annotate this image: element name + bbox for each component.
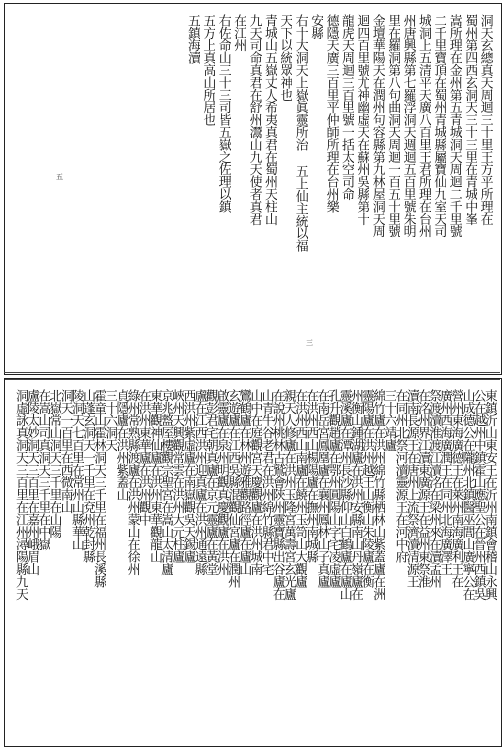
text-column: 德隱天廣三百里平仲師所理在台州樂 bbox=[323, 14, 339, 213]
text-column: 青城山五嶽丈人希夷真君在蜀州天柱山 bbox=[262, 14, 277, 225]
text-column: 孔升觀趙廬在鄂州圓陽山字宅凌虛廬 bbox=[325, 389, 341, 588]
text-column: 盧在江西洪州迎真廬在洪州通遠縣 bbox=[191, 389, 207, 576]
text-column: 靈溪廬在潭州長沙縣仰山白鶴廬在廬山 bbox=[336, 389, 352, 600]
upper-panel bbox=[4, 3, 502, 375]
text-column: 鸞鶴廬在林州遊雅觀路徑廬在廬山 bbox=[236, 389, 252, 576]
text-column: 迴四百里號尤神幽虛天在蘇州吳縣第十 bbox=[354, 14, 370, 225]
text-column: 山成德公在隴州北鎮醫巫閭山廣寧公在 bbox=[459, 389, 475, 600]
text-column: 在洪州西山南廬在饒州玉笥山大觀廬 bbox=[292, 389, 308, 588]
text-column: 觀彭君宅朝真廬在京元靈廬在黃堂 bbox=[202, 389, 218, 576]
text-column: 天下以統眾神也 bbox=[277, 14, 293, 101]
text-column: 金壇華陽天在潤州句容縣第九林屋洞天周 bbox=[369, 14, 385, 238]
text-column: 安縣 bbox=[308, 14, 324, 39]
text-column: 在嵩山司真洞天三千里在中嶽 bbox=[35, 389, 51, 551]
text-column: 龍虎天周迴三百里號一括太空司命 bbox=[339, 14, 354, 201]
text-column: 靈陽廬在洪州越王山衡山朱陵廬在衡 bbox=[359, 389, 375, 588]
folio-mark: 五 bbox=[56, 173, 63, 181]
text-column: 山中在庭觀宮天慶觀廬在洪州城南 bbox=[247, 389, 263, 576]
text-column: 在南岳宮鳳凰廬在襄州鳳林山子真廬 bbox=[314, 389, 330, 588]
text-column: 山蓬玄洞天一千里在兗州乾封縣 bbox=[79, 389, 95, 563]
text-column: 玄遊廬在江西吳縣混觀仙宮廬在潤州 bbox=[225, 389, 241, 588]
text-column: 在洪州西山楊陽廬在撫州南城縣 bbox=[303, 389, 319, 563]
text-column: 親天人修廬在洪州玉隆宮萬壽宮玄光廬 bbox=[280, 389, 296, 600]
text-column: 里在羅洞第八句曲洞天周迴一百五十里號 bbox=[385, 14, 401, 238]
text-column: 在洺州界江瀆東廣源王在益州東祭淮 bbox=[414, 389, 430, 588]
text-column: 洞天一百里在西微南山 bbox=[57, 389, 73, 514]
text-column: 綿竹廬在洪州綿竹縣栖林山紫蓋廬在洲 bbox=[370, 389, 386, 600]
text-column: 在說州桃林古鷲會陝州靈寶縣出谷廬在 bbox=[269, 389, 285, 600]
text-column: 九天司命真君在舒州灊山九天使者真君 bbox=[246, 14, 262, 225]
text-column: 盧陵太妙洞天三百里在嘉州峨眉山 bbox=[24, 389, 40, 576]
text-column: 三十六靖廬 bbox=[381, 389, 397, 452]
text-column: 公在越州中鎮霍山應聖公在晉州西鎮吳 bbox=[470, 389, 486, 600]
text-column: 祭渡瀆淮渡江瀆洺在梁州來在瀆孟州 bbox=[426, 389, 442, 588]
text-column: 貞隱廬在洪州紫蓋山 bbox=[113, 389, 129, 501]
text-column: 在江州 bbox=[231, 14, 247, 52]
text-column: 北嶽常山洞天三千里在山陽 bbox=[46, 389, 62, 538]
text-column: 峽州天興觀常雲在洪州大元柱廬 bbox=[169, 389, 185, 563]
text-column: 瀆南長源王在唐州上流祭濟瀆清源王 bbox=[403, 389, 419, 588]
text-column: 東鎮沂山東安王在沂州南鎮會稽山永興 bbox=[481, 389, 497, 600]
text-column: 城洞上五清平天廣八百里王君所理在台州 bbox=[416, 14, 431, 238]
section-mark: 三 bbox=[306, 339, 313, 347]
text-column: 右佐命山三十三司皆五嶽之佐理以鎮 bbox=[215, 14, 231, 213]
text-column: 在同州北祭河瀆靈源王在河中府 bbox=[392, 389, 408, 563]
text-column: 山青牛谷老君在洪州綿竹縣君中宅 bbox=[258, 389, 274, 576]
text-column: 嵩所理在金州第五青城洞天周迴二千里號 bbox=[446, 14, 462, 238]
text-column: 啟靈廬在泉州明觀真慶觀廬在洪州 bbox=[213, 389, 229, 576]
text-column: 陵洞天七百里在常州山縣華山 bbox=[68, 389, 84, 551]
text-column: 營州東海廣德王在萊州南海廣利王在 bbox=[448, 389, 464, 588]
text-column: 廣州西海廣潤王在同州北海廣澤王 bbox=[437, 389, 453, 576]
text-column: 五方上真高山所居也 bbox=[200, 14, 216, 126]
text-column: 在洪州東華廬在洪州觀中 bbox=[135, 389, 151, 526]
text-column: 東華觀神仙廬在洪州東華觀龍山 bbox=[146, 389, 162, 563]
text-column: 二千里寶頂在蜀州青城縣屬寶仙九室天司 bbox=[431, 14, 447, 238]
text-column: 綠州常熟縣渡廬在洪州蒙山在徐州 bbox=[124, 389, 140, 576]
text-column: 州唐興縣第七羅浮洞天週迴五百里號朱明 bbox=[400, 14, 416, 238]
text-column: 右十大洞天上嶽眞靈所治 五上仙主統以福 bbox=[292, 14, 308, 252]
text-column: 京兆盩厔樓觀宗聖宮在嵩山太清廬 bbox=[158, 389, 174, 576]
text-column: 洞虛詠真洞天三百里在江州潯陽縣九天 bbox=[13, 389, 28, 600]
text-column: 州衡山鍾湖廬在洪州安縣南山丹嶺廬在 bbox=[347, 389, 363, 600]
lower-panel bbox=[4, 378, 502, 747]
text-column: 蜀州第四西玄洞天三十三里在青城中峯 bbox=[462, 14, 478, 225]
text-column: 霍童山霍林洞天三千里在福州長溪縣 bbox=[91, 389, 107, 588]
text-column: 西洪州紫虛廬在南嶽觀吳天錫廬 bbox=[180, 389, 196, 563]
text-column: 洞天玄總真天周迴三十里王方平所理在 bbox=[477, 14, 493, 225]
text-column: 三十六洞天 bbox=[102, 389, 118, 452]
text-column: 五鎮海瀆 bbox=[185, 14, 200, 64]
